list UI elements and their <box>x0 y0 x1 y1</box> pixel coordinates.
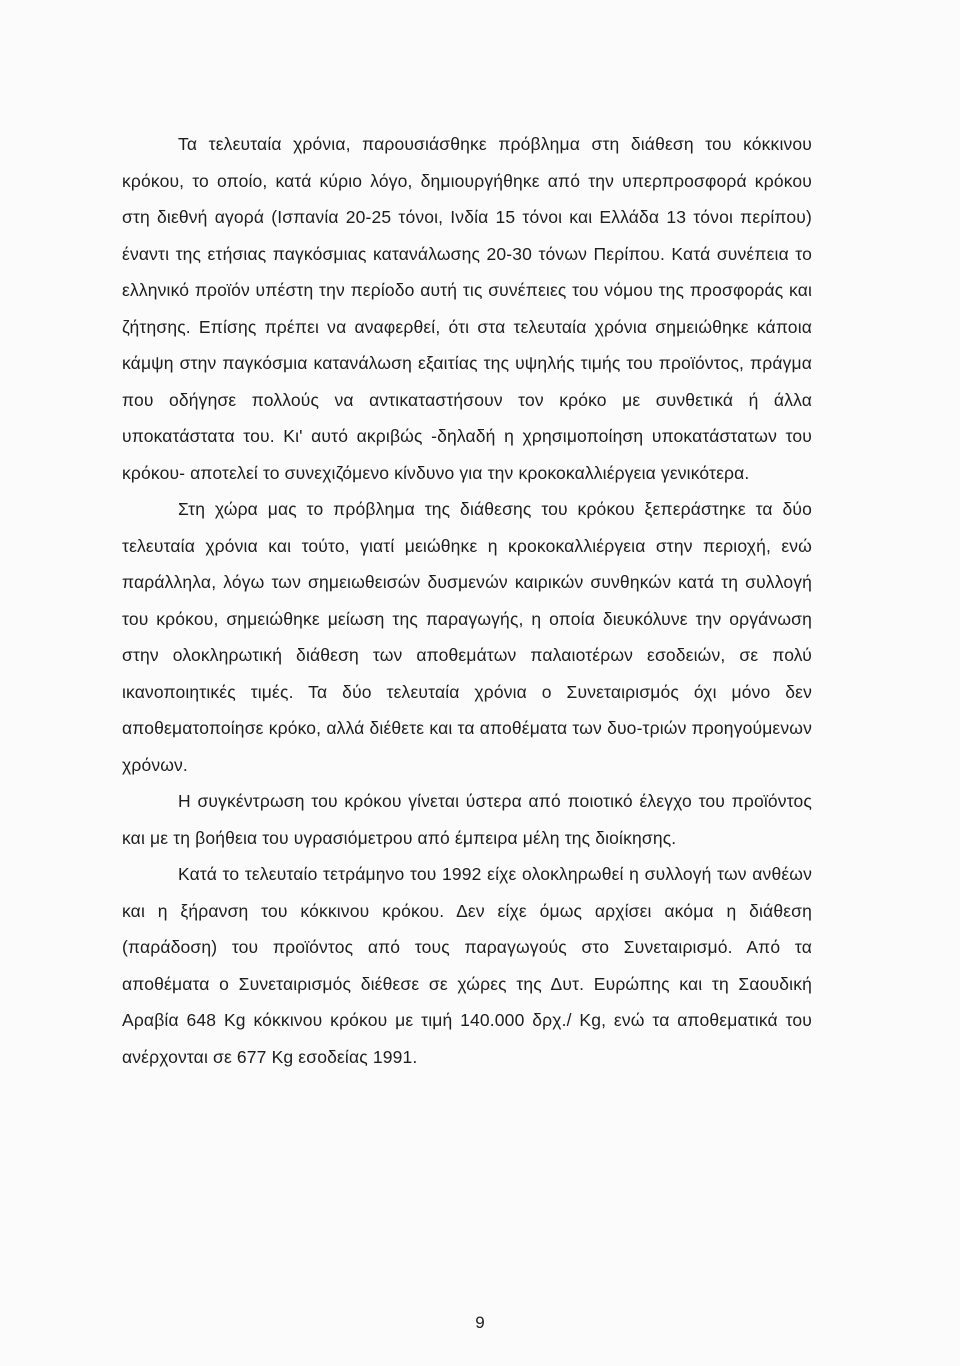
page-number: 9 <box>475 1313 485 1332</box>
paragraph-supply-problem: Τα τελευταία χρόνια, παρουσιάσθηκε πρόβλημα στη διάθεση του κόκκινου κρόκου, το οποίο, κατά κύριο λόγο, δημιουργήθηκε από την υπερπροσφορά κρόκου στη διεθνή αγορά (Ισπανία 20-25 τόνοι, Ινδία 15 τόνοι και Ελλάδα 13 τόνοι περίπου) έναντι της ετήσιας παγκόσμιας κατανάλωσης 20-30 τόνων Περίπου. Κατά συνέπεια το ελληνικό προϊόν υπέστη την περίοδο αυτή τις συνέπειες του νόμου της προσφοράς και ζήτησης. Επίσης πρέπει να αναφερθεί, ότι στα τελευταία χρόνια σημειώθηκε κάποια κάμψη στην παγκόσμια κατανάλωση εξαιτίας της υψηλής τιμής του προϊόντος, πράγμα που οδήγησε πολλούς να αντικαταστήσουν τον κρόκο με συνθετικά ή άλλα υποκατάστατα του. Κι' αυτό ακριβώς -δηλαδή η χρησιμοποίηση υποκατάστατων του κρόκου- αποτελεί το συνεχιζόμενο κίνδυνο για την κροκοκαλλιέργεια γενικότερα. <box>122 134 812 483</box>
paragraph-1992-sales: Κατά το τελευταίο τετράμηνο του 1992 είχε ολοκληρωθεί η συλλογή των ανθέων και η ξήρανση του κόκκινου κρόκου. Δεν είχε όμως αρχίσει ακόμα η διάθεση (παράδοση) του προϊόντος από τους παραγωγούς στο Συνεταιρισμό. Από τα αποθέματα ο Συνεταιρισμός διέθεσε σε χώρες της Δυτ. Ευρώπης και τη Σαουδική Αραβία 648 Kg κόκκινου κρόκου με τιμή 140.000 δρχ./ Kg, ενώ τα αποθεματικά του ανέρχονται σε 677 Kg εσοδείας 1991. <box>122 864 812 1067</box>
document-body <box>122 126 812 1075</box>
paragraph-domestic-situation: Στη χώρα μας το πρόβλημα της διάθεσης του κρόκου ξεπεράστηκε τα δύο τελευταία χρόνια και τούτο, γιατί μειώθηκε η κροκοκαλλιέργεια στην περιοχή, ενώ παράλληλα, λόγω των σημειωθεισών δυσμενών καιρικών συνθηκών κατά τη συλλογή του κρόκου, σημειώθηκε μείωση της παραγωγής, η οποία διευκόλυνε την οργάνωση στην ολοκληρωτική διάθεση των αποθεμάτων παλαιοτέρων εσοδειών, σε πολύ ικανοποιητικές τιμές. Τα δύο τελευταία χρόνια ο Συνεταιρισμός όχι μόνο δεν αποθεματοποίησε κρόκο, αλλά διέθετε και τα αποθέματα των δυο-τριών προηγούμενων χρόνων. <box>122 499 812 775</box>
paragraph-quality-control: Η συγκέντρωση του κρόκου γίνεται ύστερα από ποιοτικό έλεγχο του προϊόντος και με τη βοήθεια του υγρασιόμετρου από έμπειρα μέλη της διοίκησης. <box>122 791 812 848</box>
